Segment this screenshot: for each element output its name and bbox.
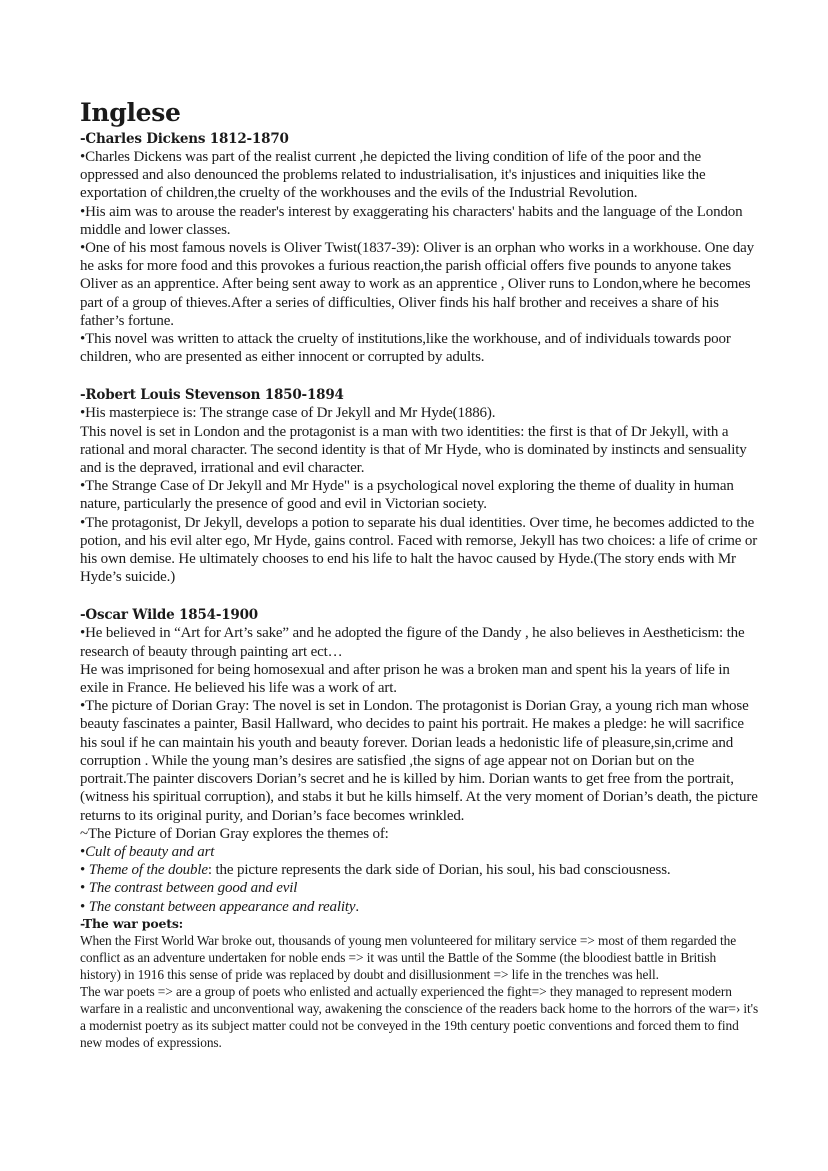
paragraph: •His masterpiece is: The strange case of Dr Jekyll and Mr Hyde(1886). [80,405,496,422]
document-page [80,98,760,1051]
page-title: Inglese [80,98,181,127]
paragraph: •Charles Dickens was part of the realist current ,he depicted the living condition of life of the poor and the oppressed and also denounced the problems related to industrialisation, it's injustices and iniquities like the exportation of children,the cruelty of the workhouses and the evils of the Industrial Revolution. [80,149,706,202]
section-dickens [80,130,760,366]
paragraph: This novel is set in London and the protagonist is a man with two identities: the first is that of Dr Jekyll, with a rational and moral character. The second identity is that of Mr Hyde, who is dominated by instincts and sensuality and is the depraved, irrational and evil character. [80,423,747,477]
section-heading: -The war poets: [80,915,184,931]
section-stevenson [80,386,760,586]
paragraph: •The Strange Case of Dr Jekyll and Mr Hyde" is a psychological novel exploring the theme of duality in human nature, particularly the presence of good and evil in Victorian society. [80,478,734,513]
paragraph: •He believed in “Art for Art’s sake” and he adopted the figure of the Dandy , he also believes in Aestheticism: the research of beauty through painting art ect… [80,625,745,660]
bullet: • [80,843,86,860]
section-war-poets [80,916,760,1051]
theme-item [80,861,760,879]
bullet: • [80,880,89,897]
section-heading: -Robert Louis Stevenson 1850-1894 [80,387,344,404]
bullet: • [80,898,89,915]
paragraph: ~The Picture of Dorian Gray explores the themes of: [80,825,389,842]
paragraph: The war poets => are a group of poets who enlisted and actually experienced the fight=> they managed to represent modern warfare in a realistic and unconventional way, awakening the conscience of the readers back home to the horrors of the war=› it's a modernist poetry as its subject matter could not be conveyed in the 19th century poetic conventions and forced them to find new modes of expressions. [80,983,759,1050]
theme-item [80,879,760,897]
theme-text: : the picture represents the dark side of Dorian, his soul, his bad consciousness. [207,862,671,879]
section-wilde [80,606,760,915]
paragraph: •His aim was to arouse the reader's interest by exaggerating his characters' habits and the language of the London middle and lower classes. [80,203,743,238]
section-heading: -Charles Dickens 1812-1870 [80,131,289,147]
theme-item [80,843,760,861]
paragraph: •One of his most famous novels is Oliver Twist(1837-39): Oliver is an orphan who works in a workhouse. One day he asks for more food and this provokes a furious reaction,the parish official offers five pounds to anyone takes Oliver as an apprentice. After being sent away to work as an apprentice , Oliver runs to London,where he becomes part of a group of thieves.After a series of difficulties, Oliver finds his half brother and receives a share of his father’s fortune. [80,240,754,329]
section-heading: -Oscar Wilde 1854-1900 [80,607,259,624]
spacer [80,366,760,384]
theme-title: Theme of the double [88,862,208,879]
paragraph: He was imprisoned for being homosexual and after prison he was a broken man and spent his la years of life in exile in France. He believed his life was a work of art. [80,661,730,697]
paragraph: •This novel was written to attack the cruelty of institutions,like the workhouse, and of individuals towards poor children, who are presented as either innocent or corrupted by adults. [80,331,731,366]
theme-title: The contrast between good and evil [88,880,298,897]
bullet: • [80,862,89,879]
theme-title: The constant between appearance and reality [88,898,356,915]
paragraph: When the First World War broke out, thousands of young men volunteered for military service => most of them regarded the conflict as an adventure undertaken for noble ends => it was until the Battle of the Somme (the bloodiest battle in British history) in 1916 this sense of pride was replaced by doubt and disillusionment => life in the trenches was hell. [80,932,737,982]
theme-title: Cult of beauty and art [85,843,215,860]
theme-item [80,898,760,916]
theme-text: . [355,898,359,915]
spacer [80,586,760,604]
paragraph: •The picture of Dorian Gray: The novel is set in London. The protagonist is Dorian Gray, a young rich man whose beauty fascinates a painter, Basil Hallward, who decides to paint his portrait. He makes a pledge: he will sacrifice his soul if he can maintain his youth and beauty forever. Dorian leads a hedonistic life of pleasure,sin,crime and corruption . While the young man’s desires are satisfied ,the signs of age appear not on Dorian but on the portrait.The painter discovers Dorian’s secret and he is killed by him. Dorian wants to get free from the portrait, (witness his spiritual corruption), and stabs it but he kills himself. At the very moment of Dorian’s death, the picture returns to its original purity, and Dorian’s face becomes wrinkled. [80,698,758,824]
paragraph: •The protagonist, Dr Jekyll, develops a potion to separate his dual identities. Over time, he becomes addicted to the potion, and his evil alter ego, Mr Hyde, gains control. Faced with remorse, Jekyll has two choices: a life of crime or his own demise. He ultimately chooses to end his life to halt the havoc caused by Hyde.(The story ends with Mr Hyde’s suicide.) [80,514,758,586]
